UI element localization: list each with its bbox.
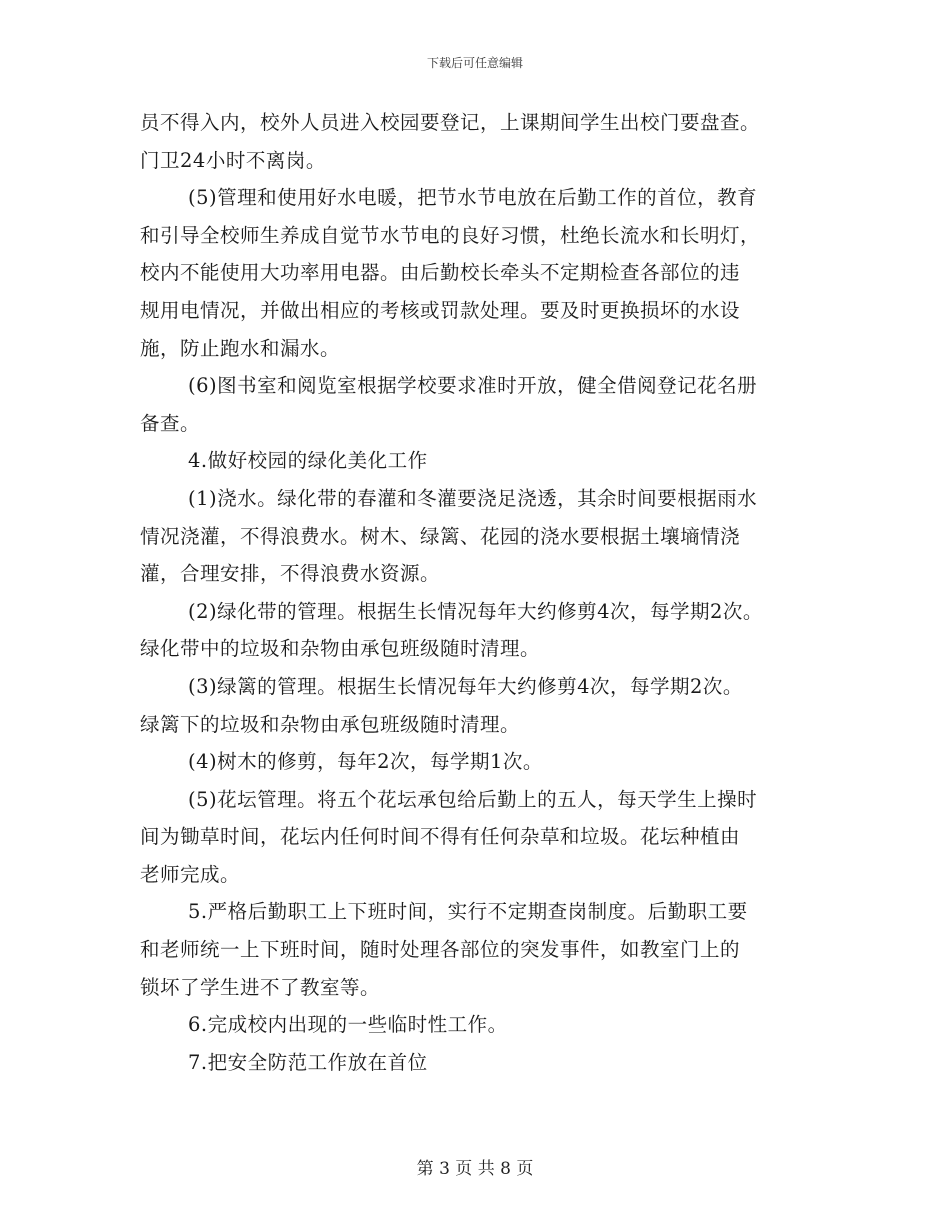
text-line: (6)图书室和阅览室根据学校要求准时开放，健全借阅登记花名册 [188,374,758,398]
text-line: 规用电情况，并做出相应的考核或罚款处理。要及时更换损坏的水设 [140,298,741,322]
text-line: 和引导全校师生养成自觉节水节电的良好习惯，杜绝长流水和长明灯， [140,223,761,247]
text-line: 施，防止跑水和漏水。 [140,336,341,360]
text-line: 情况浇灌，不得浪费水。树木、绿篱、花园的浇水要根据土壤墒情浇 [140,524,741,548]
document-body [140,104,820,1081]
text-line: 绿化带中的垃圾和杂物由承包班级随时清理。 [140,637,541,661]
text-line: (3)绿篱的管理。根据生长情况每年大约修剪4次，每学期2次。 [188,674,743,698]
text-line: 间为锄草时间，花坛内任何时间不得有任何杂草和垃圾。花坛种植由 [140,825,741,849]
page-footer: 第 3 页 共 8 页 [416,1159,534,1179]
text-line: 员不得入内，校外人员进入校园要登记，上课期间学生出校门要盘查。 [140,111,761,134]
text-line: 绿篱下的垃圾和杂物由承包班级随时清理。 [140,712,521,736]
section-heading: 5.严格后勤职工上下班时间，实行不定期查岗制度。后勤职工要 [188,900,748,924]
text-line: 备查。 [140,411,201,435]
section-heading: 7.把安全防范工作放在首位 [188,1050,428,1074]
text-line: 校内不能使用大功率用电器。由后勤校长牵头不定期检查各部位的违 [140,261,741,285]
text-line: (5)管理和使用好水电暖，把节水节电放在后勤工作的首位，教育 [188,186,758,210]
text-line: 老师完成。 [140,862,241,886]
text-line: (5)花坛管理。将五个花坛承包给后勤上的五人，每天学生上操时 [188,787,758,811]
text-line: 锁坏了学生进不了教室等。 [140,975,381,999]
text-line: (4)树木的修剪，每年2次，每学期1次。 [188,750,543,774]
text-line: 灌，合理安排，不得浪费水资源。 [140,562,441,586]
text-line: 门卫24小时不离岗。 [140,148,326,172]
section-heading: 6.完成校内出现的一些临时性工作。 [188,1013,508,1037]
section-heading: 4.做好校园的绿化美化工作 [188,449,428,473]
page-header: 下载后可任意编辑 [426,56,523,70]
text-line: (2)绿化带的管理。根据生长情况每年大约修剪4次，每学期2次。 [188,599,763,623]
text-line: 和老师统一上下班时间，随时处理各部位的突发事件，如教室门上的 [140,938,741,962]
text-line: (1)浇水。绿化带的春灌和冬灌要浇足浇透，其余时间要根据雨水 [188,486,758,510]
